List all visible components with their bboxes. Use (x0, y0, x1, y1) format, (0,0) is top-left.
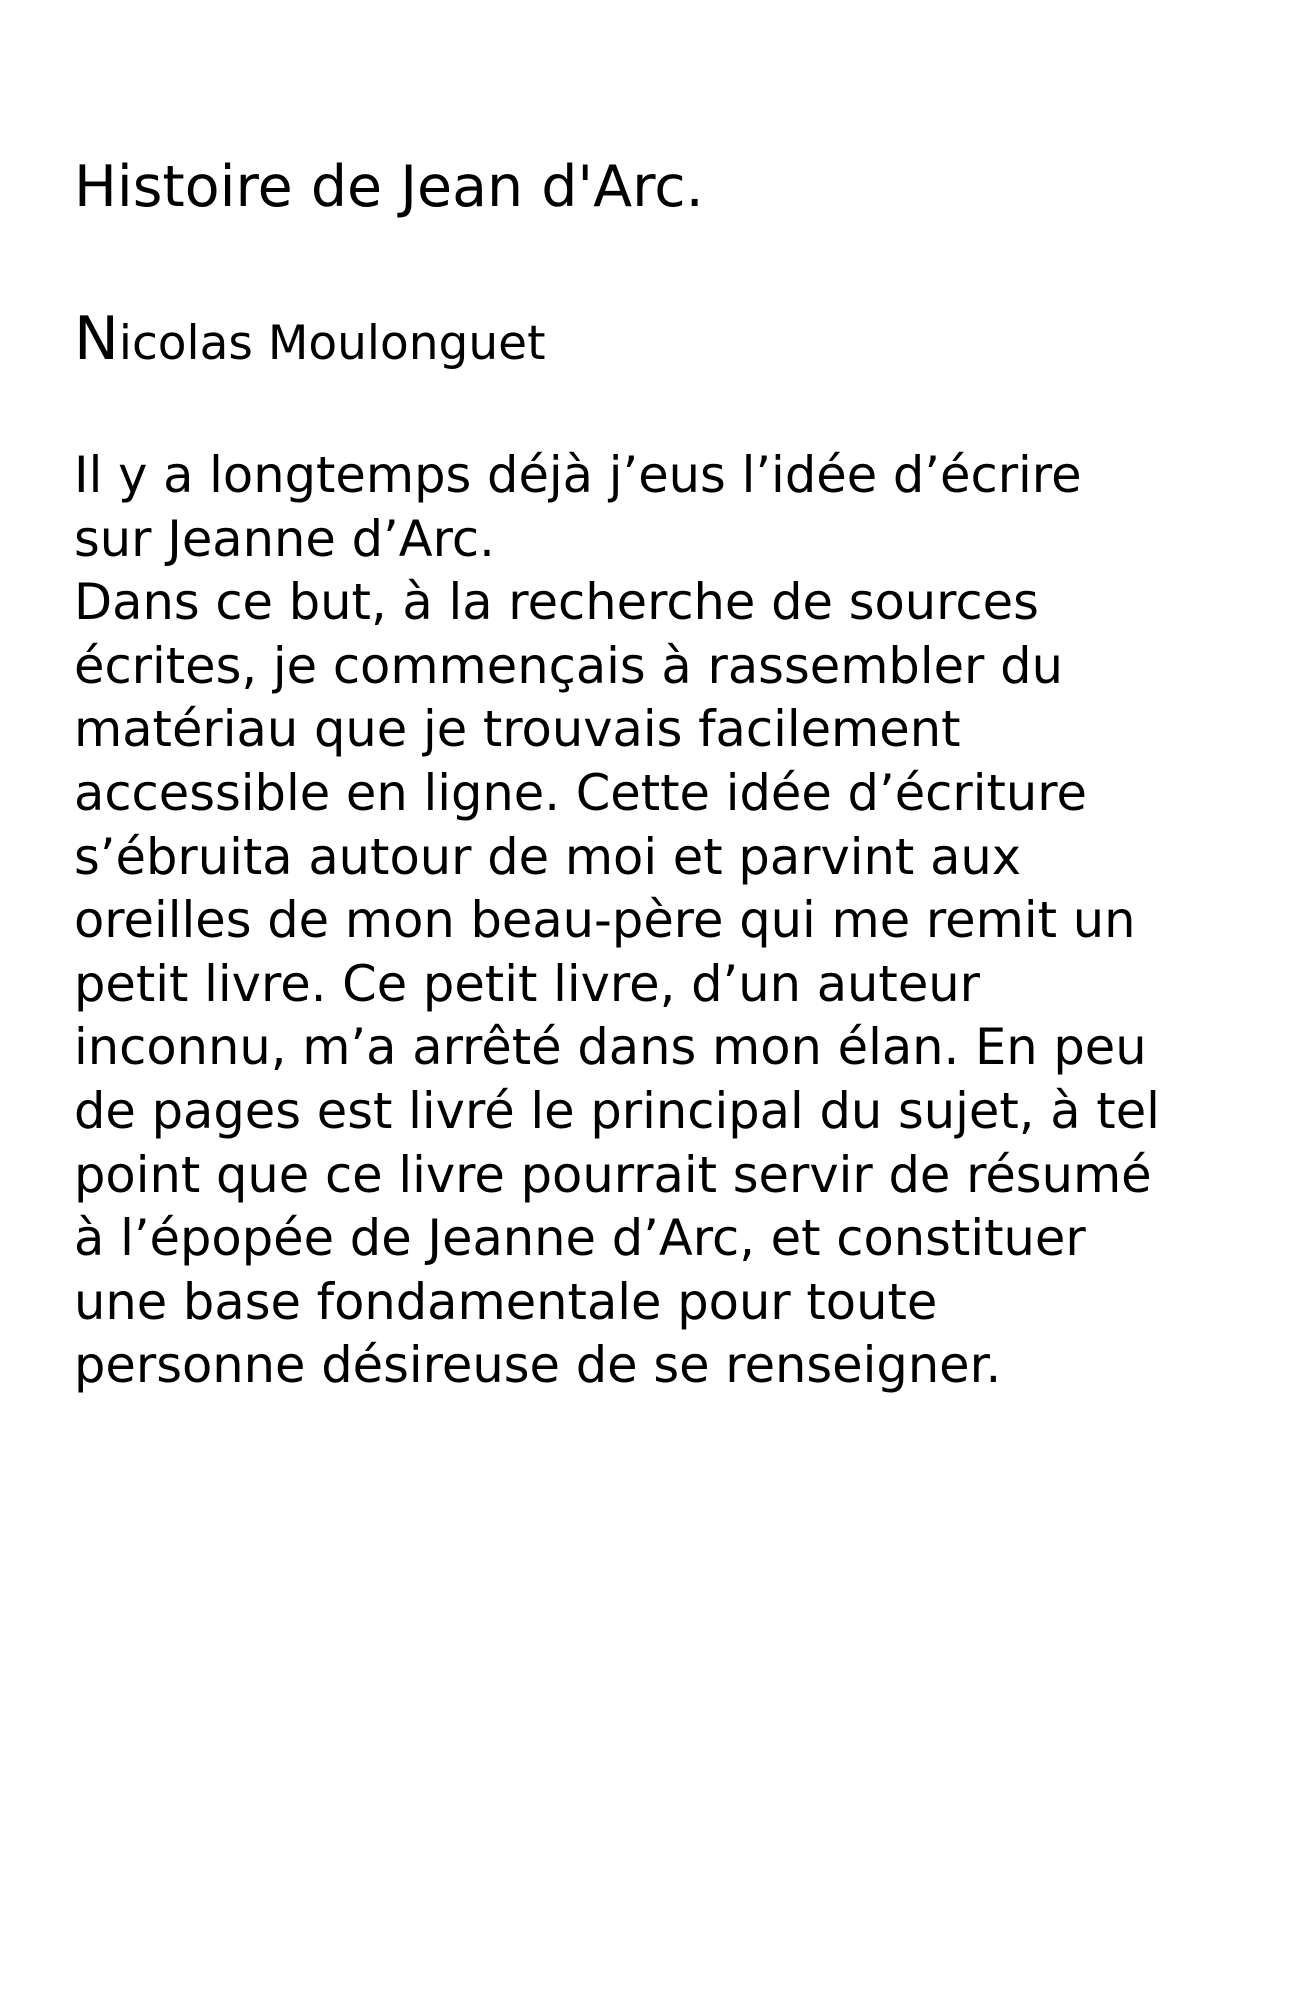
document-title: Histoire de Jean d'Arc. (74, 154, 704, 220)
text-line: à l’épopée de Jeanne d’Arc, et constituer (74, 1209, 1086, 1268)
text-line: de pages est livré le principal du sujet, à tel (74, 1081, 1160, 1140)
text-line: inconnu, m’a arrêté dans mon élan. En peu (74, 1018, 1147, 1077)
text-line: Il y a longtemps déjà j’eus l’idée d’écrire (74, 446, 1082, 504)
text-line: petit livre. Ce petit livre, d’un auteur (74, 954, 981, 1013)
text-line: personne désireuse de se renseigner. (74, 1336, 1002, 1395)
text-line: accessible en ligne. Cette idée d’écriture (74, 763, 1087, 822)
text-line: écrites, je commençais à rassembler du (74, 636, 1063, 695)
body-paragraph (74, 444, 1234, 1398)
text-line: matériau que je trouvais facilement (74, 700, 961, 759)
text-line: Dans ce but, à la recherche de sources (74, 573, 1039, 632)
text-line: une base fondamentale pour toute (74, 1272, 938, 1331)
author-name (74, 304, 546, 375)
author-initial: N (74, 304, 119, 374)
text-line: s’ébruita autour de moi et parvint aux (74, 827, 1022, 886)
text-line: point que ce livre pourrait servir de résumé (74, 1145, 1152, 1204)
author-name-rest: icolas Moulonguet (118, 316, 546, 371)
text-line: oreilles de mon beau-père qui me remit un (74, 891, 1136, 950)
text-line: sur Jeanne d’Arc. (74, 509, 495, 568)
